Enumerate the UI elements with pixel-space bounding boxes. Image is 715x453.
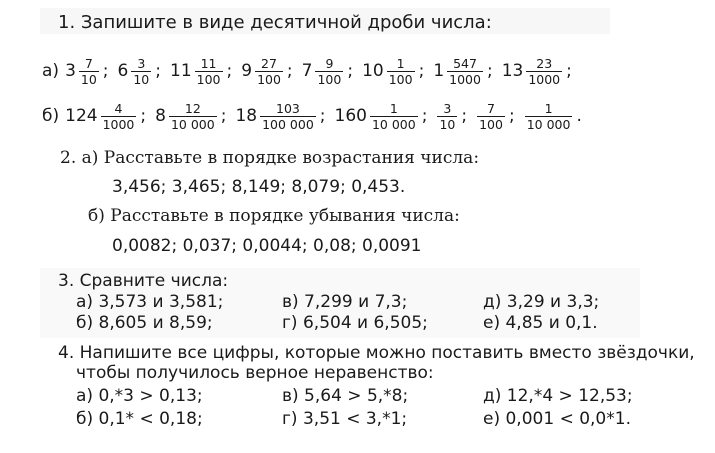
numerator: 3: [137, 55, 146, 71]
task3-title: 3. Сравните числа:: [58, 271, 229, 291]
numerator: 23: [536, 55, 553, 71]
fraction: [447, 57, 483, 86]
whole-part: 8: [155, 106, 166, 126]
whole-part: 18: [235, 106, 258, 126]
separator: ;: [566, 61, 572, 81]
separator: ;: [418, 61, 425, 81]
denominator: 1000: [102, 116, 135, 132]
numerator: 4: [114, 100, 123, 116]
mixed-number: [524, 102, 591, 131]
task2-a-numbers: 3,456; 3,465; 8,149; 8,079; 0,453.: [112, 177, 406, 197]
numerator: 27: [261, 55, 277, 71]
whole-part: 9: [241, 61, 253, 81]
task2-b-text: б) Расставьте в порядке убывания числа:: [88, 206, 460, 226]
whole-part: 13: [501, 61, 524, 81]
denominator: 100: [388, 71, 413, 87]
task3-item-b: б) 8,605 и 8,59;: [76, 313, 213, 333]
whole-part: 7: [301, 61, 313, 81]
task1-title: 1. Запишите в виде десятичной дроби числа:: [58, 12, 492, 33]
task1-a-items: [65, 57, 581, 86]
fraction: [169, 102, 217, 131]
task3-item-g: г) 6,504 и 6,505;: [282, 313, 428, 333]
mixed-number: [118, 57, 170, 86]
fraction: [525, 102, 573, 131]
fraction: [477, 102, 505, 131]
denominator: 100: [317, 71, 342, 87]
mixed-number: [155, 102, 235, 131]
separator: ;: [347, 61, 354, 81]
separator: ;: [220, 106, 227, 126]
separator: ;: [102, 61, 109, 81]
task3-item-a: а) 3,573 и 3,581;: [76, 292, 224, 312]
separator: .: [576, 106, 582, 126]
whole-part: 10: [362, 61, 384, 81]
numerator: 1: [396, 55, 405, 71]
denominator: 10: [80, 71, 97, 87]
task2-b-numbers: 0,0082; 0,037; 0,0044; 0,08; 0,0091: [112, 236, 422, 256]
task4-item-b: б) 0,1* < 0,18;: [76, 409, 203, 429]
denominator: 10 000: [526, 116, 571, 132]
separator: ;: [319, 106, 326, 126]
fraction: [255, 57, 283, 86]
mixed-number: [65, 102, 155, 131]
numerator: 11: [200, 55, 217, 71]
denominator: 10 000: [371, 116, 416, 132]
mixed-number: [502, 57, 581, 86]
denominator: 100: [257, 71, 281, 87]
fraction: [315, 57, 343, 86]
mixed-number: [235, 102, 334, 131]
separator: ;: [140, 106, 147, 126]
mixed-number: [170, 57, 241, 86]
separator: ;: [286, 61, 293, 81]
fraction: [526, 57, 562, 86]
denominator: 1000: [449, 71, 481, 87]
task4-item-a: а) 0,*3 > 0,13;: [76, 386, 203, 406]
denominator: 100: [196, 71, 221, 87]
separator: ;: [226, 61, 233, 81]
denominator: 100 000: [262, 116, 314, 132]
task1-b-label: б): [42, 106, 60, 126]
task4-title-line1: 4. Напишите все цифры, которые можно поставить вместо звёздочки,: [58, 343, 695, 363]
fraction: [79, 57, 99, 86]
denominator: 10: [133, 71, 150, 87]
mixed-number: [433, 57, 501, 86]
denominator: 100: [479, 116, 503, 132]
fraction: [370, 102, 418, 131]
numerator: 3: [443, 100, 452, 116]
whole-part: 1: [433, 61, 445, 81]
mixed-number: [476, 102, 524, 131]
whole-part: 11: [170, 61, 192, 81]
numerator: 9: [325, 55, 334, 71]
fraction: [131, 57, 151, 86]
mixed-number: [302, 57, 362, 86]
denominator: 1000: [528, 71, 561, 87]
fraction: [387, 57, 415, 86]
task4-item-e: е) 0,001 < 0,0*1.: [483, 409, 631, 429]
separator: ;: [486, 61, 493, 81]
task3-item-e: е) 4,85 и 0,1.: [483, 313, 598, 333]
separator: ;: [421, 106, 428, 126]
task1-row-b: [42, 96, 591, 136]
numerator: 547: [453, 55, 477, 71]
task1-b-items: [65, 102, 591, 131]
whole-part: 160: [334, 106, 367, 126]
mixed-number: [335, 102, 437, 131]
separator: ;: [155, 61, 161, 81]
denominator: 10: [439, 116, 456, 132]
whole-part: 124: [65, 106, 98, 126]
numerator: 103: [276, 100, 300, 116]
mixed-number: [362, 57, 433, 86]
task1-a-label: а): [42, 61, 60, 81]
task3-item-v: в) 7,299 и 7,3;: [282, 292, 408, 312]
task4-title-line2: чтобы получилось верное неравенство:: [76, 363, 434, 383]
denominator: 10 000: [170, 116, 215, 132]
numerator: 7: [84, 55, 93, 71]
mixed-number: [241, 57, 301, 86]
fraction: [195, 57, 223, 86]
fraction: [260, 102, 316, 131]
separator: ;: [508, 106, 515, 126]
mixed-number: [436, 102, 476, 131]
task2-a-text: 2. а) Расставьте в порядке возрастания числа:: [60, 148, 480, 168]
fraction: [101, 102, 137, 131]
task3-item-d: д) 3,29 и 3,3;: [483, 292, 600, 312]
numerator: 7: [487, 100, 495, 116]
numerator: 1: [544, 100, 553, 116]
numerator: 1: [389, 100, 398, 116]
task1-row-a: [42, 53, 581, 89]
mixed-number: [65, 57, 117, 86]
separator: ;: [461, 106, 468, 126]
whole-part: 3: [65, 61, 76, 81]
whole-part: 6: [117, 61, 129, 81]
task4-item-d: д) 12,*4 > 12,53;: [483, 386, 633, 406]
task4-item-v: в) 5,64 > 5,*8;: [282, 386, 409, 406]
task4-item-g: г) 3,51 < 3,*1;: [282, 409, 408, 429]
numerator: 12: [184, 100, 201, 116]
fraction: [437, 102, 457, 131]
